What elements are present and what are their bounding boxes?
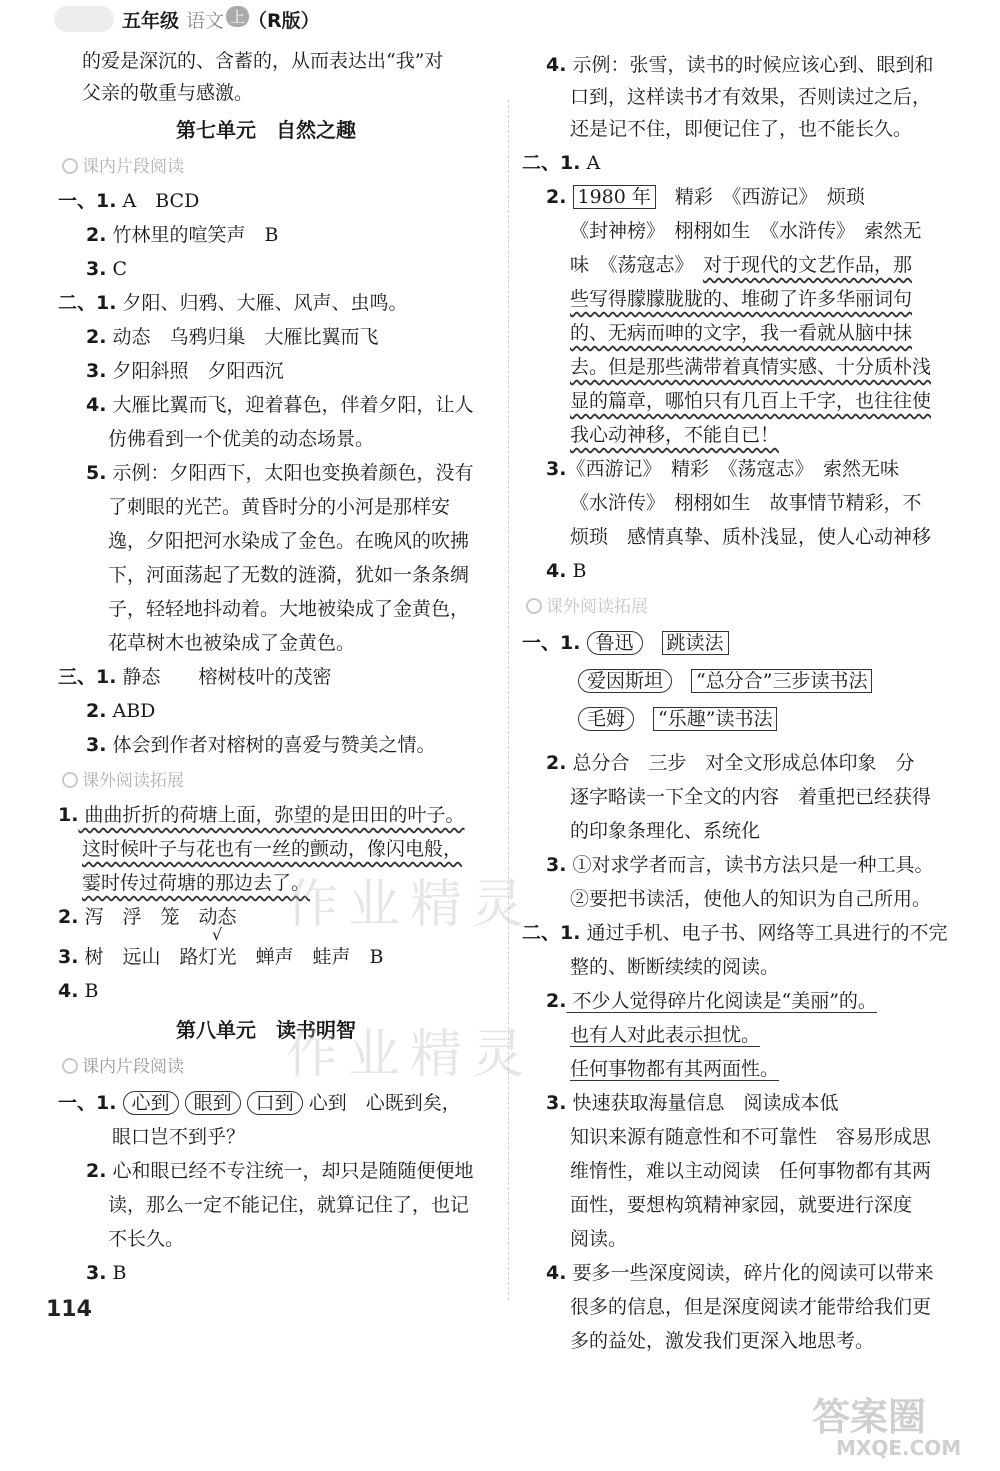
section-in-class-reading	[62, 152, 184, 177]
section-bullet-icon	[62, 1058, 78, 1074]
answer-line: 4. 示例：张雪，读书的时候应该心到、眼到和	[546, 54, 934, 76]
section-label: 课外阅读拓展	[546, 597, 648, 617]
watermark: 作业精灵	[286, 875, 535, 935]
answer-line: 面性，要想构筑精神家园，就要进行深度	[570, 1194, 913, 1216]
answer-line: 仿佛看到一个优美的动态场景。	[108, 428, 375, 450]
answer-line: 口到，这样读书才有效果，否则读过之后，	[570, 86, 932, 108]
answer-line: 二、1. A	[522, 152, 601, 174]
section-extra-reading-2	[526, 592, 648, 617]
answer-line: 很多的信息，但是深度阅读才能带给我们更	[570, 1296, 932, 1318]
section-bullet-icon	[62, 158, 78, 174]
section-bullet-icon	[62, 772, 78, 788]
answer-line: 烦琐 感情真挚、质朴浅显，使人心动神移	[570, 526, 932, 548]
answer-line: 也有人对此表示担忧。	[570, 1024, 761, 1046]
answer-line: 4. 大雁比翼而飞，迎着暮色，伴着夕阳，让人	[86, 394, 474, 416]
section-in-class-reading-2	[62, 1052, 184, 1077]
answer-line: 4. 要多一些深度阅读，碎片化的阅读可以带来	[546, 1262, 934, 1284]
header-logo-icon	[54, 6, 114, 32]
answer-oval: 口到	[247, 1091, 303, 1115]
answer-oval: 鲁迅	[587, 631, 643, 655]
answer-line: 3. B	[86, 1262, 127, 1284]
answer-box: 跳读法	[662, 631, 729, 655]
answer-line: 4. B	[58, 980, 99, 1002]
answer-line: 些写得朦朦胧胧的、堆砌了许多华丽词句	[570, 288, 913, 310]
answer-line: 三、1. 静态 榕树枝叶的茂密	[58, 666, 332, 688]
answer-line: 一、1. 心到 眼到 口到 心到 心既到矣，	[58, 1092, 461, 1114]
page-number: 114	[46, 1297, 92, 1322]
column-divider	[508, 100, 509, 1300]
answer-line: 3. 快速获取海量信息 阅读成本低	[546, 1092, 839, 1114]
intro-line-1: 的爱是深沉的、含蓄的，从而表达出“我”对	[82, 50, 444, 72]
answer-line: 不长久。	[108, 1228, 185, 1250]
answer-line: 的、无病而呻的文字，我一看就从脑中抹	[570, 322, 913, 344]
answer-oval: 心到	[123, 1091, 179, 1115]
answer-line: 花草树木也被染成了金黄色。	[108, 632, 356, 654]
section-label: 课外阅读拓展	[82, 771, 184, 791]
answer-box: “乐趣”读书法	[653, 707, 777, 731]
answer-line: 3. 体会到作者对榕树的喜爱与赞美之情。	[86, 734, 436, 756]
answer-line: 去。但是那些满带着真情实感、十分质朴浅	[570, 356, 932, 378]
answer-line: 任何事物都有其两面性。	[570, 1058, 780, 1080]
answer-line: 味 《荡寇志》 对于现代的文艺作品，那	[570, 254, 913, 276]
answer-line: 霎时传过荷塘的那边去了。	[82, 872, 311, 894]
answer-line: 逐字略读一下全文的内容 着重把已经获得	[570, 786, 932, 808]
header-edition: （R版）	[248, 10, 320, 32]
answer-line: 一、1. A BCD	[58, 190, 200, 212]
answer-line: 3. C	[86, 258, 128, 280]
header-volume: 上	[226, 6, 249, 27]
check-mark-icon: √	[212, 925, 223, 944]
answer-line: 显的篇章，哪怕只有几百上千字，也往往使	[570, 390, 932, 412]
site-url: MXQE.COM	[836, 1436, 962, 1460]
answer-line	[578, 704, 777, 734]
section-label: 课内片段阅读	[82, 1057, 184, 1077]
answer-line: 多的益处，激发我们更深入地思考。	[570, 1330, 875, 1352]
unit7-title: 第七单元 自然之趣	[176, 118, 356, 142]
answer-line: 2. 不少人觉得碎片化阅读是“美丽”的。	[546, 990, 877, 1012]
answer-line: 2. 总分合 三步 对全文形成总体印象 分	[546, 752, 915, 774]
answer-line: 2. 1980 年 精彩 《西游记》 烦琐	[546, 186, 865, 208]
page-header	[0, 0, 1000, 36]
answer-oval: 爱因斯坦	[578, 669, 672, 693]
section-label: 课内片段阅读	[82, 157, 184, 177]
watermark: 作业精灵	[286, 1025, 535, 1085]
unit8-title: 第八单元 读书明智	[176, 1018, 356, 1042]
answer-line: 2. ABD	[86, 700, 156, 722]
header-grade: 五年级	[122, 10, 180, 32]
answer-line: 一、1. 鲁迅 跳读法	[522, 628, 729, 658]
answer-line: 二、1. 通过手机、电子书、网络等工具进行的不完	[522, 922, 948, 944]
answer-oval: 毛姆	[578, 707, 634, 731]
answer-box: 1980 年	[573, 185, 656, 209]
answer-line: 2. 心和眼已经不专注统一，却只是随随便便地	[86, 1160, 474, 1182]
answer-line: 维惰性，难以主动阅读 任何事物都有其两	[570, 1160, 932, 1182]
site-logo: 答案圈	[812, 1395, 927, 1439]
answer-line: 知识来源有随意性和不可靠性 容易形成思	[570, 1126, 932, 1148]
answer-oval: 眼到	[185, 1091, 241, 1115]
section-extra-reading	[62, 766, 184, 791]
answer-line: 2. 动态 乌鸦归巢 大雁比翼而飞	[86, 326, 379, 348]
answer-line: 3. 夕阳斜照 夕阳西沉	[86, 360, 284, 382]
answer-line: 《水浒传》 栩栩如生 故事情节精彩，不	[570, 492, 922, 514]
answer-line: 3. ①对求学者而言，读书方法只是一种工具。	[546, 854, 934, 876]
answer-line: ②要把书读活，使他人的知识为自己所用。	[570, 888, 932, 910]
answer-line: 3.《西游记》 精彩 《荡寇志》 索然无味	[546, 458, 899, 480]
answer-line: 下，河面荡起了无数的涟漪，犹如一条条绸	[108, 564, 470, 586]
answer-line: 还是记不住，即便记住了，也不能长久。	[570, 118, 913, 140]
answer-line: 子，轻轻地抖动着。大地被染成了金黄色，	[108, 598, 470, 620]
answer-line: 2. 竹林里的喧笑声 B	[86, 224, 279, 246]
answer-line: 5. 示例：夕阳西下，太阳也变换着颜色，没有	[86, 462, 474, 484]
answer-line: 阅读。	[570, 1228, 628, 1250]
answer-line: 《封神榜》 栩栩如生 《水浒传》 索然无	[570, 220, 922, 242]
answer-box: “总分合”三步读书法	[691, 669, 872, 693]
answer-line: 2. 泻 浮 笼 动态	[58, 906, 237, 928]
answer-line: 的印象条理化、系统化	[570, 820, 761, 842]
answer-line: 逸，夕阳把河水染成了金色。在晚风的吹拂	[108, 530, 470, 552]
answer-line: 二、1. 夕阳、归鸦、大雁、风声、虫鸣。	[58, 292, 408, 314]
header-subject: 语文	[186, 10, 225, 32]
answer-line: 读，那么一定不能记住，就算记住了，也记	[108, 1194, 470, 1216]
answer-line: 3. 树 远山 路灯光 蝉声 蛙声 B	[58, 946, 384, 968]
answer-line: 我心动神移，不能自已！	[570, 424, 780, 446]
answer-line: 了刺眼的光芒。黄昏时分的小河是那样安	[108, 496, 451, 518]
answer-line: 整的、断断续续的阅读。	[570, 956, 780, 978]
section-bullet-icon	[526, 598, 542, 614]
answer-line: 4. B	[546, 560, 587, 582]
answer-line: 眼口岂不到乎？	[112, 1126, 246, 1148]
intro-line-2: 父亲的敬重与感激。	[82, 82, 254, 104]
answer-line	[578, 666, 872, 696]
answer-line: 这时候叶子与花也有一丝的颤动，像闪电般，	[82, 838, 463, 860]
answer-line: 1. 曲曲折折的荷塘上面，弥望的是田田的叶子。	[58, 804, 465, 826]
